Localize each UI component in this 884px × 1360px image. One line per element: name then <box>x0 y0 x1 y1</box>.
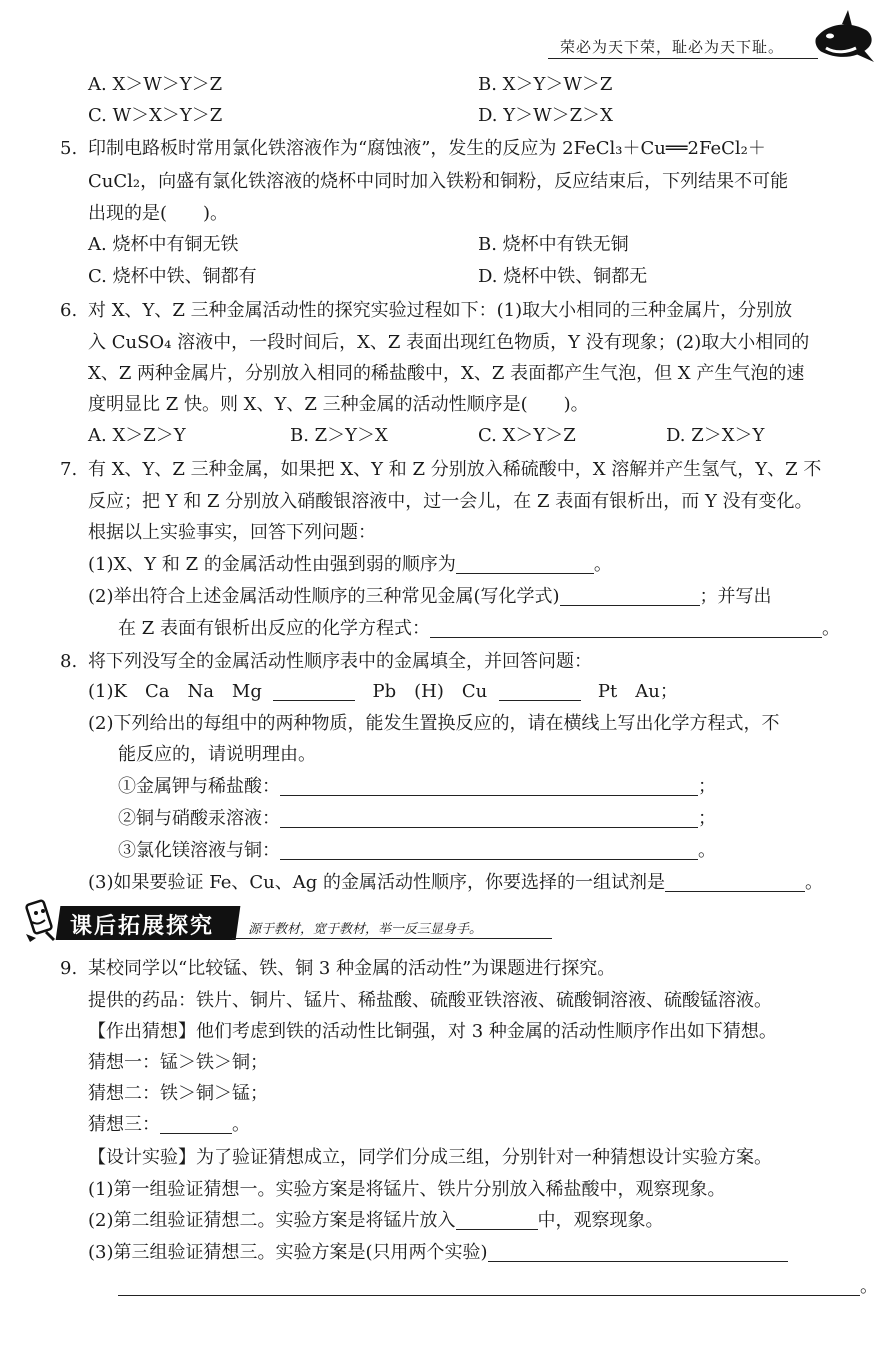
q7-sub1 <box>88 552 612 578</box>
q9-d2 <box>88 1208 664 1234</box>
q5-option-b: B. 烧杯中有铁无铜 <box>478 234 629 255</box>
section-title: 课后拓展探究 <box>70 914 215 939</box>
q9-d2-end: 中，观察现象。 <box>537 1210 664 1231</box>
q9-guess2: 猜想二：铁＞铜＞锰； <box>88 1083 268 1104</box>
q6-option-a: A. X＞Z＞Y <box>88 425 186 446</box>
q6-line4: 度明显比 Z 快。则 X、Y、Z 三种金属的活动性顺序是( )。 <box>88 394 589 415</box>
q8-line1: 将下列没写全的金属活动性顺序表中的金属填全，并回答问题： <box>88 651 592 672</box>
q8-item-3-text: ③氯化镁溶液与铜： <box>118 840 280 861</box>
q7-line1: 有 X、Y、Z 三种金属，如果把 X、Y 和 Z 分别放入稀硫酸中，X 溶解并产生氢气，Y、Z 不 <box>88 459 822 480</box>
q6-option-d: D. Z＞X＞Y <box>666 425 765 446</box>
q9-guess3 <box>88 1112 250 1138</box>
q8-item-3 <box>118 838 716 864</box>
q8-item-1 <box>118 774 716 800</box>
section-subtitle: 源于教材，宽于教材，举一反三显身手。 <box>248 922 483 937</box>
q9-d3-blank-1[interactable] <box>488 1241 788 1262</box>
q7-sub2-answer-blank[interactable] <box>560 585 700 606</box>
q8-item-2-text: ②铜与硝酸汞溶液： <box>118 808 280 829</box>
q8-sub1-b: Pb (H) Cu <box>372 681 488 702</box>
q9-number: 9. <box>60 958 78 979</box>
q6-line1: 对 X、Y、Z 三种金属活动性的探究实验过程如下：(1)取大小相同的三种金属片，分别放 <box>88 300 793 321</box>
q7-equation-blank[interactable] <box>430 617 822 638</box>
q4-option-c: C. W＞X＞Y＞Z <box>88 105 223 126</box>
q5-line1: 印制电路板时常用氯化铁溶液作为“腐蚀液”，发生的反应为 2FeCl₃＋Cu══2FeCl₂＋ <box>88 138 766 159</box>
q9-d2-text: (2)第二组验证猜想二。实验方案是将锰片放入 <box>88 1210 456 1231</box>
q9-guess3-blank[interactable] <box>160 1113 232 1134</box>
q6-line3: X、Z 两种金属片，分别放入相同的稀盐酸中，X、Z 表面都产生气泡，但 X 产生气泡的速 <box>88 363 805 384</box>
q7-sub2b <box>118 616 840 642</box>
q8-item-2-end: ； <box>698 808 716 829</box>
q6-number: 6. <box>60 300 78 321</box>
q8-sub3-text: (3)如果要验证 Fe、Cu、Ag 的金属活动性顺序，你要选择的一组试剂是 <box>88 872 665 893</box>
q9-guess3-text: 猜想三： <box>88 1114 160 1135</box>
q5-option-d: D. 烧杯中铁、铜都无 <box>478 266 648 287</box>
q7-sub1-answer-blank[interactable] <box>456 553 594 574</box>
section-rule <box>232 938 552 939</box>
q8-item-3-end: 。 <box>698 840 716 861</box>
q8-item-3-blank[interactable] <box>280 839 698 860</box>
q8-sub3-blank[interactable] <box>665 871 805 892</box>
q8-number: 8. <box>60 651 78 672</box>
q8-item-2 <box>118 806 716 832</box>
q4-option-b: B. X＞Y＞W＞Z <box>478 74 613 95</box>
header-rule <box>548 58 818 59</box>
q8-sub2b: 能反应的，请说明理由。 <box>118 744 316 765</box>
q7-sub1-end: 。 <box>593 554 612 575</box>
q5-line2: CuCl₂，向盛有氯化铁溶液的烧杯中同时加入铁粉和铜粉，反应结束后，下列结果不可能 <box>88 171 789 192</box>
q9-guess1: 猜想一：锰＞铁＞铜； <box>88 1052 268 1073</box>
q6-option-c: C. X＞Y＞Z <box>478 425 576 446</box>
q8-metal-blank-1[interactable] <box>273 680 355 701</box>
q4-option-a: A. X＞W＞Y＞Z <box>88 74 223 95</box>
q7-line3: 根据以上实验事实，回答下列问题： <box>88 522 376 543</box>
q8-sub2: (2)下列给出的每组中的两种物质，能发生置换反应的，请在横线上写出化学方程式，不 <box>88 713 780 734</box>
header-motto: 荣必为天下荣，耻必为天下耻。 <box>560 38 785 56</box>
q5-option-c: C. 烧杯中铁、铜都有 <box>88 266 257 287</box>
q6-line2: 入 CuSO₄ 溶液中，一段时间后，X、Z 表面出现红色物质，Y 没有现象；(2)取大小相同的 <box>88 332 810 353</box>
q7-sub2-text: (2)举出符合上述金属活动性顺序的三种常见金属(写化学式) <box>88 586 560 607</box>
q6-option-b: B. Z＞Y＞X <box>290 425 388 446</box>
q8-sub1-a: (1)K Ca Na Mg <box>88 681 262 702</box>
q9-guess3-end: 。 <box>232 1114 250 1135</box>
q8-sub3-end: 。 <box>804 872 823 893</box>
q9-d3 <box>88 1240 788 1266</box>
q9-d3-end: 。 <box>860 1276 878 1297</box>
q7-sub1-text: (1)X、Y 和 Z 的金属活动性由强到弱的顺序为 <box>88 554 456 575</box>
q5-option-a: A. 烧杯中有铜无铁 <box>88 234 239 255</box>
q8-item-1-blank[interactable] <box>280 775 698 796</box>
q8-sub3 <box>88 870 823 896</box>
q4-option-d: D. Y＞W＞Z＞X <box>478 105 613 126</box>
q9-d3-text: (3)第三组验证猜想三。实验方案是(只用两个实验) <box>88 1242 488 1263</box>
q8-item-1-text: ①金属钾与稀盐酸： <box>118 776 280 797</box>
q8-item-2-blank[interactable] <box>280 807 698 828</box>
q9-design: 【设计实验】为了验证猜想成立，同学们分成三组，分别针对一种猜想设计实验方案。 <box>88 1147 772 1168</box>
q9-d3-line2 <box>118 1274 878 1300</box>
q7-sub2 <box>88 584 772 610</box>
q8-item-1-end: ； <box>698 776 716 797</box>
q9-line1: 某校同学以“比较锰、铁、铜 3 种金属的活动性”为课题进行探究。 <box>88 958 616 979</box>
q8-sub1-c: Pt Au； <box>597 681 678 702</box>
q7-sub2b-text: 在 Z 表面有银析出反应的化学方程式： <box>118 618 430 639</box>
q9-d2-blank[interactable] <box>456 1209 538 1230</box>
orca-logo-icon <box>812 8 878 70</box>
q7-number: 7. <box>60 459 78 480</box>
q9-d3-blank-2[interactable] <box>118 1275 860 1296</box>
q7-sub2-mid: ；并写出 <box>699 586 772 607</box>
q7-line2: 反应；把 Y 和 Z 分别放入硝酸银溶液中，过一会儿，在 Z 表面有银析出，而 Y 没有变化。 <box>88 491 813 512</box>
q9-line2: 提供的药品：铁片、铜片、锰片、稀盐酸、硫酸亚铁溶液、硫酸铜溶液、硫酸锰溶液。 <box>88 990 772 1011</box>
q8-sub1 <box>88 679 678 705</box>
q9-line3: 【作出猜想】他们考虑到铁的活动性比铜强，对 3 种金属的活动性顺序作出如下猜想。 <box>88 1021 777 1042</box>
q5-line3: 出现的是( )。 <box>88 203 229 224</box>
q5-number: 5. <box>60 138 78 159</box>
q7-sub2b-end: 。 <box>821 618 840 639</box>
q9-d1: (1)第一组验证猜想一。实验方案是将锰片、铁片分别放入稀盐酸中，观察现象。 <box>88 1179 726 1200</box>
q8-metal-blank-2[interactable] <box>499 680 581 701</box>
